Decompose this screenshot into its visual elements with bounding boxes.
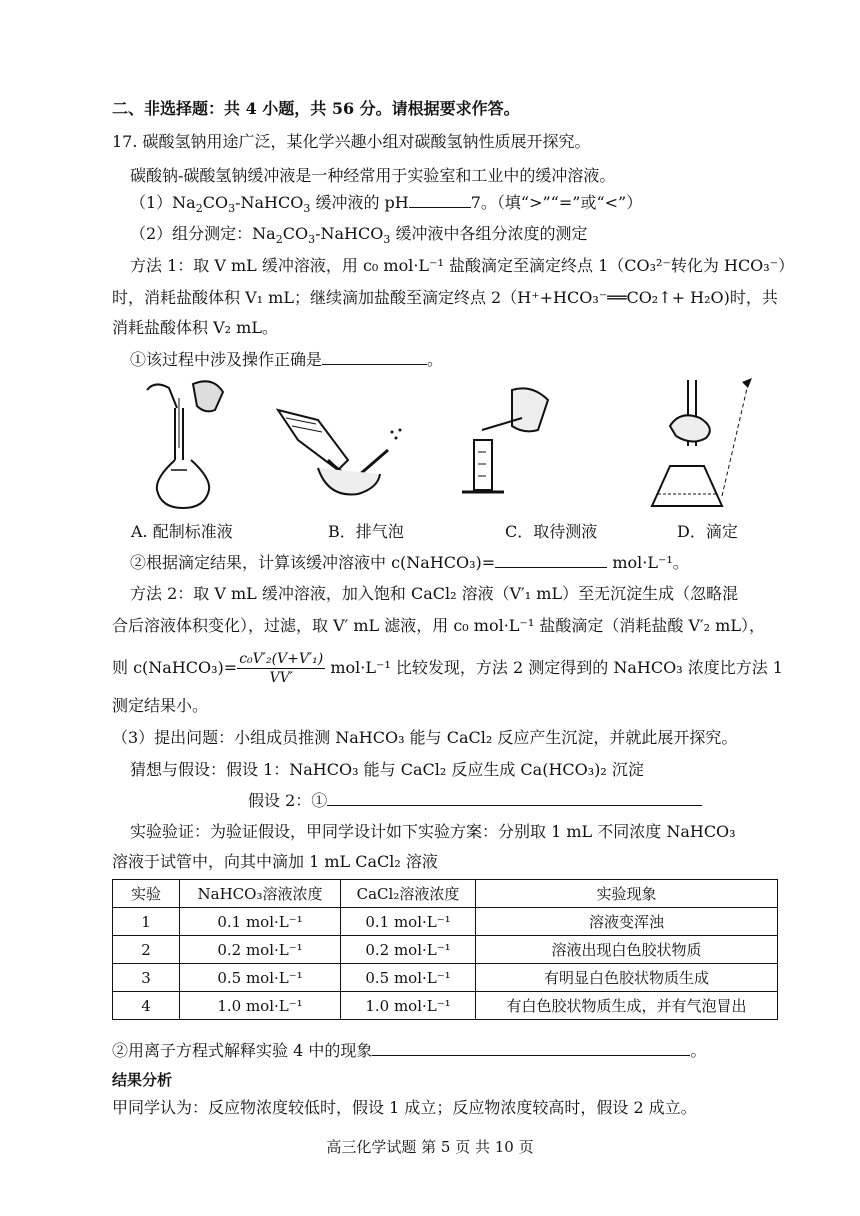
verify-line1: 实验验证：为验证假设，甲同学设计如下实验方案：分别取 1 mL 不同浓度 NaHCO₃ bbox=[130, 822, 736, 841]
table-cell: 1 bbox=[113, 908, 180, 936]
table-cell: 溶液出现白色胶状物质 bbox=[476, 936, 778, 964]
sub1-text: ①该过程中涉及操作正确是 bbox=[130, 350, 323, 369]
method1-line3: 消耗盐酸体积 V₂ mL。 bbox=[112, 318, 278, 337]
sub2-text-b: mol·L⁻¹。 bbox=[612, 553, 689, 572]
table-cell: 0.5 mol·L⁻¹ bbox=[180, 964, 341, 992]
verify-line2: 溶液于试管中，向其中滴加 1 mL CaCl₂ 溶液 bbox=[112, 852, 438, 871]
table-row bbox=[113, 936, 778, 964]
table-header-row bbox=[113, 880, 778, 908]
part2-text-d: 缓冲液中各组分浓度的测定 bbox=[390, 224, 588, 243]
hypothesis-1: 猜想与假设：假设 1：NaHCO₃ 能与 CaCl₂ 反应生成 Ca(HCO₃)₂ 沉淀 bbox=[130, 760, 644, 779]
table-cell: 有白色胶状物质生成，并有气泡冒出 bbox=[476, 992, 778, 1020]
answer-blank-operation[interactable] bbox=[322, 349, 427, 365]
formula-numerator: c₀V′₂(V+V′₁) bbox=[239, 651, 324, 667]
sub-ion-text: ②用离子方程式解释实验 4 中的现象 bbox=[112, 1041, 373, 1060]
sub1-end: 。 bbox=[427, 350, 444, 369]
part2-text-c: -NaHCO bbox=[315, 224, 384, 243]
table-cell: 2 bbox=[113, 936, 180, 964]
table-cell: 溶液变浑浊 bbox=[476, 908, 778, 936]
sub2-text-a: ②根据滴定结果，计算该缓冲溶液中 c(NaHCO₃)= bbox=[130, 553, 496, 572]
part2-text-a: （2）组分测定：Na bbox=[130, 224, 276, 243]
buffer-intro: 碳酸钠-碳酸氢钠缓冲液是一种经常用于实验室和工业中的缓冲溶液。 bbox=[130, 166, 616, 185]
sub-question-ion bbox=[112, 1040, 706, 1061]
figure-caption-a: A. 配制标准液 bbox=[131, 522, 233, 541]
titration-figure bbox=[630, 376, 760, 516]
table-cell: 4 bbox=[113, 992, 180, 1020]
part2-text-b: CO bbox=[282, 224, 309, 243]
method2-line2: 合后溶液体积变化），过滤，取 V′ mL 滤液，用 c₀ mol·L⁻¹ 盐酸滴定（消耗盐酸 V′₂ mL）， bbox=[112, 616, 765, 635]
table-cell: 0.1 mol·L⁻¹ bbox=[180, 908, 341, 936]
answer-blank-concentration[interactable] bbox=[495, 552, 607, 568]
section-heading: 二、非选择题：共 4 小题，共 56 分。请根据要求作答。 bbox=[112, 99, 520, 118]
table-header: 实验 bbox=[113, 880, 180, 908]
formula-suffix: mol·L⁻¹ 比较发现，方法 2 测定得到的 NaHCO₃ 浓度比方法 1 bbox=[330, 658, 783, 677]
sub-question-1 bbox=[130, 349, 443, 370]
table-cell: 0.2 mol·L⁻¹ bbox=[341, 936, 476, 964]
table-row bbox=[113, 908, 778, 936]
table-cell: 有明显白色胶状物质生成 bbox=[476, 964, 778, 992]
table-header: 实验现象 bbox=[476, 880, 778, 908]
method2-formula-line bbox=[112, 648, 783, 688]
experiment-table bbox=[112, 879, 778, 1020]
figure-caption-d: D．滴定 bbox=[677, 522, 738, 541]
table-row bbox=[113, 964, 778, 992]
answer-blank-hypothesis[interactable] bbox=[327, 790, 702, 806]
answer-blank-ion-equation[interactable] bbox=[372, 1040, 690, 1056]
formula-denominator: VV′ bbox=[269, 670, 293, 686]
question-intro-text: 碳酸氢钠用途广泛，某化学兴趣小组对碳酸氢钠性质展开探究。 bbox=[142, 132, 591, 151]
table-row bbox=[113, 992, 778, 1020]
graduated-cylinder-figure bbox=[452, 380, 572, 510]
method1-line2: 时，消耗盐酸体积 V₁ mL；继续滴加盐酸至滴定终点 2（H⁺+HCO₃⁻══CO₂↑+ H₂O)时，共 bbox=[112, 288, 778, 307]
table-header: CaCl₂溶液浓度 bbox=[341, 880, 476, 908]
table-cell: 0.1 mol·L⁻¹ bbox=[341, 908, 476, 936]
sub-ion-end: 。 bbox=[690, 1041, 707, 1060]
hypothesis-2 bbox=[248, 790, 702, 811]
part-1: $(1)Na_2CO_3-NaHCO_3$ 缓冲液的 pH 7。（填“>”“=”或“<”） bbox=[130, 193, 643, 216]
sub-question-2 bbox=[130, 552, 689, 573]
part1-text-e: 7。（填“>”“=”或“<”） bbox=[470, 193, 643, 212]
formula-prefix: 则 c(NaHCO₃)= bbox=[112, 658, 238, 677]
burette-bubble-figure bbox=[268, 390, 408, 510]
result-text: 甲同学认为：反应物浓度较低时，假设 1 成立；反应物浓度较高时，假设 2 成立。 bbox=[112, 1098, 697, 1117]
part-3: （3）提出问题：小组成员推测 NaHCO₃ 能与 CaCl₂ 反应产生沉淀，并就此展开探究。 bbox=[112, 728, 738, 747]
method2-line4: 测定结果小。 bbox=[112, 696, 209, 715]
table-header: NaHCO₃溶液浓度 bbox=[180, 880, 341, 908]
question-17-intro bbox=[112, 132, 591, 152]
answer-blank-ph[interactable] bbox=[409, 192, 471, 208]
table-cell: 0.2 mol·L⁻¹ bbox=[180, 936, 341, 964]
method1-line1: 方法 1：取 V mL 缓冲溶液，用 c₀ mol·L⁻¹ 盐酸滴定至滴定终点 1（CO₃²⁻转化为 HCO₃⁻） bbox=[130, 256, 795, 275]
part-2: （2）组分测定：$Na_2CO_3-NaHCO_3$ 缓冲液中各组分浓度的测定 bbox=[130, 224, 588, 247]
method2-line1: 方法 2：取 V mL 缓冲溶液，加入饱和 CaCl₂ 溶液（V′₁ mL）至无沉淀生成（忽略混 bbox=[130, 584, 739, 603]
table-cell: 1.0 mol·L⁻¹ bbox=[180, 992, 341, 1020]
formula-fraction bbox=[237, 650, 325, 687]
part1-text-d: 缓冲液的 pH bbox=[310, 193, 409, 212]
table-cell: 1.0 mol·L⁻¹ bbox=[341, 992, 476, 1020]
table-cell: 3 bbox=[113, 964, 180, 992]
part1-text-a: （1）Na bbox=[130, 193, 196, 212]
figure-caption-c: C．取待测液 bbox=[505, 522, 598, 541]
table-cell: 0.5 mol·L⁻¹ bbox=[341, 964, 476, 992]
volumetric-flask-figure bbox=[135, 378, 255, 518]
result-heading: 结果分析 bbox=[112, 1071, 173, 1089]
page-footer: 高三化学试题 第 5 页 共 10 页 bbox=[326, 1138, 534, 1156]
figure-caption-b: B．排气泡 bbox=[328, 522, 404, 541]
part1-text-b: CO bbox=[202, 193, 229, 212]
question-number: 17. bbox=[112, 132, 138, 151]
hypothesis-2-label: 假设 2：① bbox=[248, 791, 328, 810]
part1-text-c: -NaHCO bbox=[235, 193, 304, 212]
